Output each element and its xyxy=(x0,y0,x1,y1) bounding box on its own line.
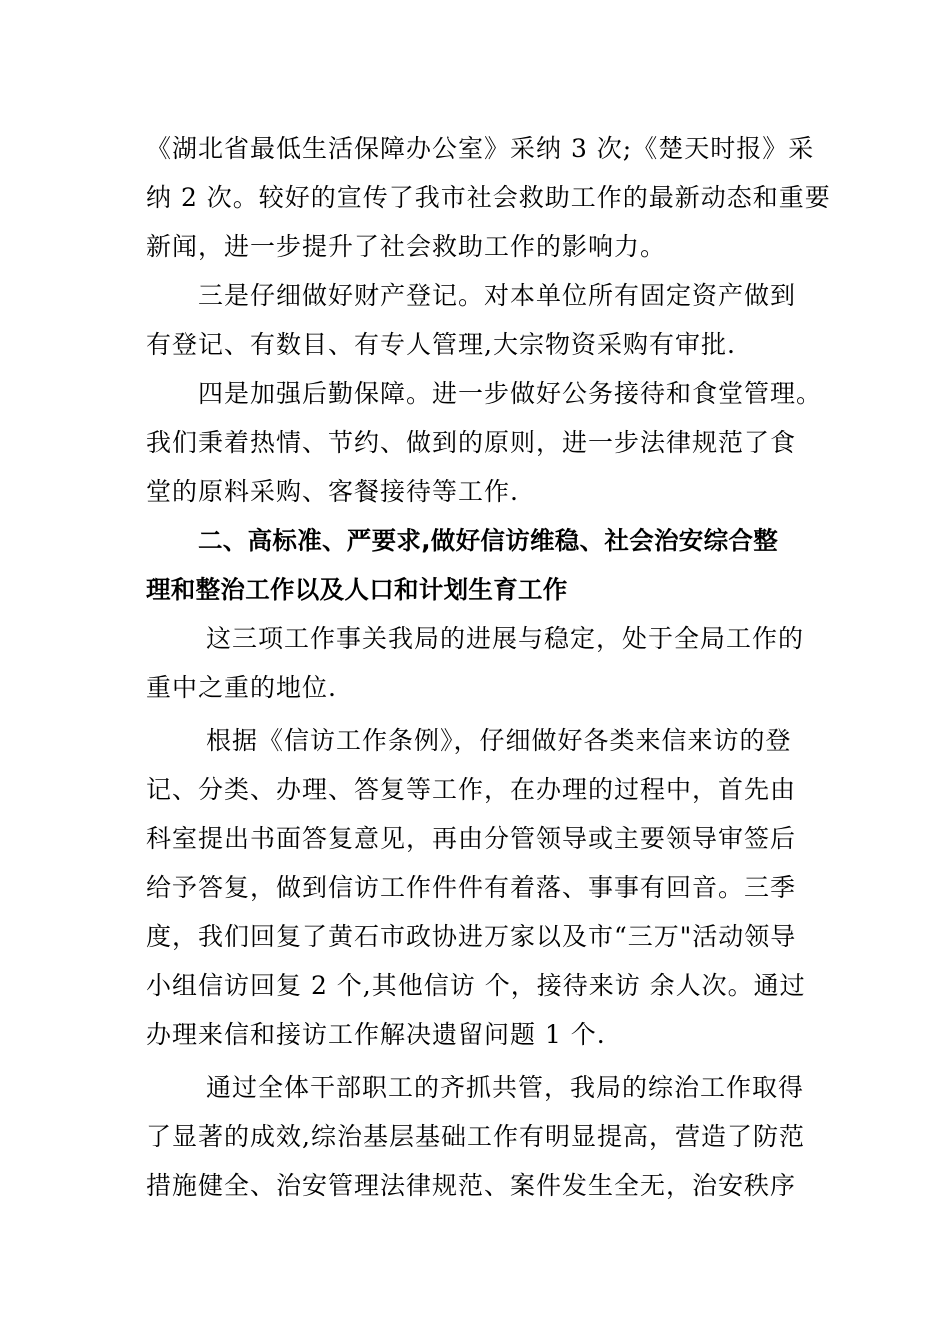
text-line: 记、分类、办理、答复等工作，在办理的过程中，首先由 xyxy=(146,775,797,804)
text-line: 措施健全、治安管理法律规范、案件发生全无，治安秩序 xyxy=(146,1171,797,1200)
document-body xyxy=(146,124,831,1210)
paragraph-start-line: 通过全体干部职工的齐抓共管，我局的综治工作取得 xyxy=(206,1073,805,1102)
text-line: 度，我们回复了黄石市政协进万家以及市“三万"活动领导 xyxy=(146,922,797,951)
text-line: 给予答复，做到信访工作件件有着落、事事有回音。三季 xyxy=(146,873,797,902)
text-line: 我们秉着热情、节约、做到的原则，进一步法律规范了食 xyxy=(146,428,797,457)
paragraph-start-line: 根据《信访工作条例》，仔细做好各类来信来访的登 xyxy=(206,726,792,755)
text-line: 《湖北省最低生活保障办公室》采纳 3 次;《楚天时报》采 xyxy=(146,134,815,163)
text-line: 有登记、有数目、有专人管理,大宗物资采购有审批. xyxy=(146,330,736,359)
text-line: 办理来信和接访工作解决遗留问题 1 个. xyxy=(146,1020,606,1049)
text-line: 小组信访回复 2 个,其他信访 个，接待来访 余人次。通过 xyxy=(146,971,806,1000)
text-line: 纳 2 次。较好的宣传了我市社会救助工作的最新动态和重要 xyxy=(146,183,831,212)
paragraph-start-line: 这三项工作事关我局的进展与稳定，处于全局工作的 xyxy=(206,624,805,653)
paragraph-start-line: 四是加强后勤保障。进一步做好公务接待和食堂管理。 xyxy=(198,379,823,408)
text-line: 了显著的成效,综治基层基础工作有明显提高，营造了防范 xyxy=(146,1122,805,1151)
text-line: 新闻，进一步提升了社会救助工作的影响力。 xyxy=(146,232,667,261)
section-heading-continued: 理和整治工作以及人口和计划生育工作 xyxy=(146,575,568,604)
text-line: 重中之重的地位. xyxy=(146,673,337,702)
section-heading: 二、高标准、严要求,做好信访维稳、社会治安综合整 xyxy=(198,526,779,555)
paragraph-start-line: 三是仔细做好财产登记。对本单位所有固定资产做到 xyxy=(198,281,797,310)
text-line: 堂的原料采购、客餐接待等工作. xyxy=(146,477,519,506)
text-line: 科室提出书面答复意见，再由分管领导或主要领导审签后 xyxy=(146,824,797,853)
